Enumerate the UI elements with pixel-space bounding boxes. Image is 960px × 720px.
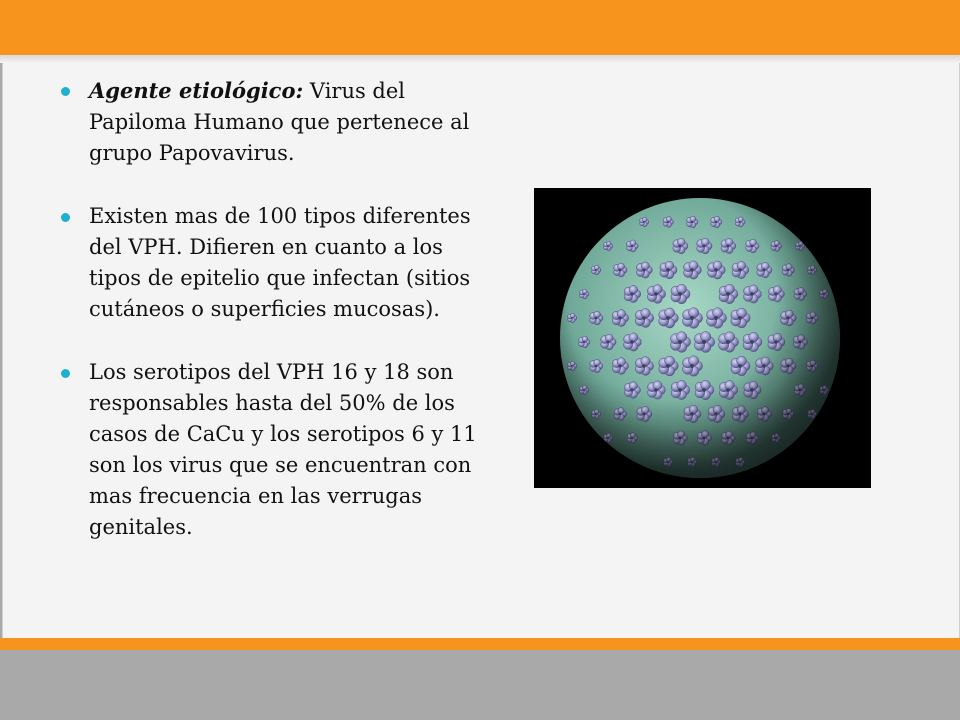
bullet-text: Existen mas de 100 tipos diferentes del VPH. Difieren en cuanto a los tipos de epitelio que infectan (sitios cutáneos o superficies mucosas). bbox=[89, 204, 471, 321]
bullet-list bbox=[61, 75, 491, 575]
bullet-dot-icon bbox=[61, 369, 70, 378]
bullet-label: Agente etiológico: bbox=[89, 78, 304, 103]
bullet-serotipos bbox=[61, 357, 491, 543]
bullet-dot-icon bbox=[61, 87, 70, 96]
slide-content bbox=[2, 63, 960, 638]
bullet-dot-icon bbox=[61, 213, 70, 222]
bullet-agente bbox=[61, 75, 491, 169]
bullet-text: Virus del Papiloma Humano que pertenece al grupo Papovavirus. bbox=[89, 79, 470, 165]
bullet-tipos bbox=[61, 201, 491, 325]
footer bbox=[0, 650, 960, 720]
virus-particle-icon bbox=[534, 188, 871, 488]
virus-image bbox=[534, 188, 871, 488]
header-accent-bar bbox=[0, 0, 960, 55]
header-shadow bbox=[0, 55, 960, 63]
footer-accent-bar bbox=[0, 638, 960, 650]
bullet-text: Los serotipos del VPH 16 y 18 son responsables hasta del 50% de los casos de CaCu y los serotipos 6 y 11 son los virus que se encuentran con mas frecuencia en las verrugas genitales. bbox=[89, 360, 477, 539]
